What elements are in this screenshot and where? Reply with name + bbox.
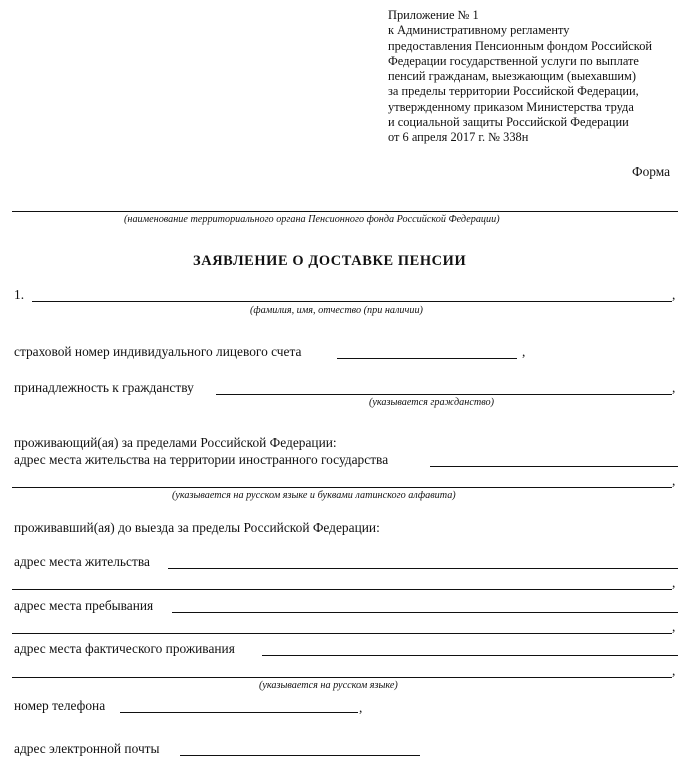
living-abroad-label: проживающий(ая) за пределами Российской Федерации: — [14, 435, 337, 450]
appendix-line: Федерации государственной услуги по выплате — [388, 53, 639, 68]
snils-field[interactable] — [337, 358, 517, 359]
actual-residence-field-1[interactable] — [262, 655, 678, 656]
email-field[interactable] — [180, 755, 420, 756]
organ-name-field[interactable] — [12, 211, 678, 212]
snils-label: страховой номер индивидуального лицевого счета — [14, 344, 302, 359]
actual-residence-label: адрес места фактического проживания — [14, 641, 235, 656]
phone-field[interactable] — [120, 712, 358, 713]
lived-before-label: проживавший(ая) до выезда за пределы Российской Федерации: — [14, 520, 380, 535]
appendix-line: от 6 апреля 2017 г. № 338н — [388, 130, 529, 145]
residence-field-2[interactable] — [12, 589, 672, 590]
appendix-block — [388, 8, 652, 146]
stay-field-1[interactable] — [172, 612, 678, 613]
appendix-line: Приложение № 1 — [388, 8, 479, 22]
document-title: ЗАЯВЛЕНИЕ О ДОСТАВКЕ ПЕНСИИ — [193, 253, 467, 269]
appendix-line: утвержденному приказом Министерства труда — [388, 99, 634, 114]
stay-field-2[interactable] — [12, 633, 672, 634]
phone-label: номер телефона — [14, 698, 106, 713]
snils-comma: , — [522, 344, 526, 359]
foreign-address-field-2[interactable] — [12, 487, 672, 488]
residence-label: адрес места жительства — [14, 554, 150, 569]
fio-field[interactable] — [32, 301, 672, 302]
item-number: 1. — [14, 287, 25, 302]
foreign-address-label: адрес места жительства на территории иностранного государства — [14, 452, 389, 467]
appendix-line: пенсий гражданам, выезжающим (выехавшим) — [388, 69, 637, 84]
citizenship-field[interactable] — [216, 394, 672, 395]
email-label: адрес электронной почты — [14, 741, 160, 756]
actual-residence-comma: , — [672, 663, 676, 678]
citizenship-label: принадлежность к гражданству — [14, 380, 194, 395]
appendix-line: к Административному регламенту — [388, 23, 570, 38]
residence-comma: , — [672, 575, 676, 590]
appendix-line: и социальной защиты Российской Федерации — [388, 115, 629, 130]
fio-caption: (фамилия, имя, отчество (при наличии) — [250, 305, 423, 316]
russian-caption: (указывается на русском языке) — [259, 680, 398, 691]
form-label: Форма — [632, 164, 671, 179]
phone-comma: , — [359, 700, 363, 715]
stay-label: адрес места пребывания — [14, 598, 154, 613]
citizenship-comma: , — [672, 380, 676, 395]
foreign-address-comma: , — [672, 473, 676, 488]
residence-field-1[interactable] — [168, 568, 678, 569]
fio-comma: , — [672, 287, 676, 302]
citizenship-caption: (указывается гражданство) — [369, 397, 494, 408]
appendix-line: за пределы территории Российской Федерации, — [388, 84, 639, 99]
organ-caption: (наименование территориального органа Пенсионного фонда Российской Федерации) — [124, 214, 500, 225]
foreign-address-caption: (указывается на русском языке и буквами латинского алфавита) — [172, 490, 456, 501]
stay-comma: , — [672, 619, 676, 634]
actual-residence-field-2[interactable] — [12, 677, 672, 678]
appendix-line: предоставления Пенсионным фондом Российской — [388, 38, 653, 53]
foreign-address-field-1[interactable] — [430, 466, 678, 467]
